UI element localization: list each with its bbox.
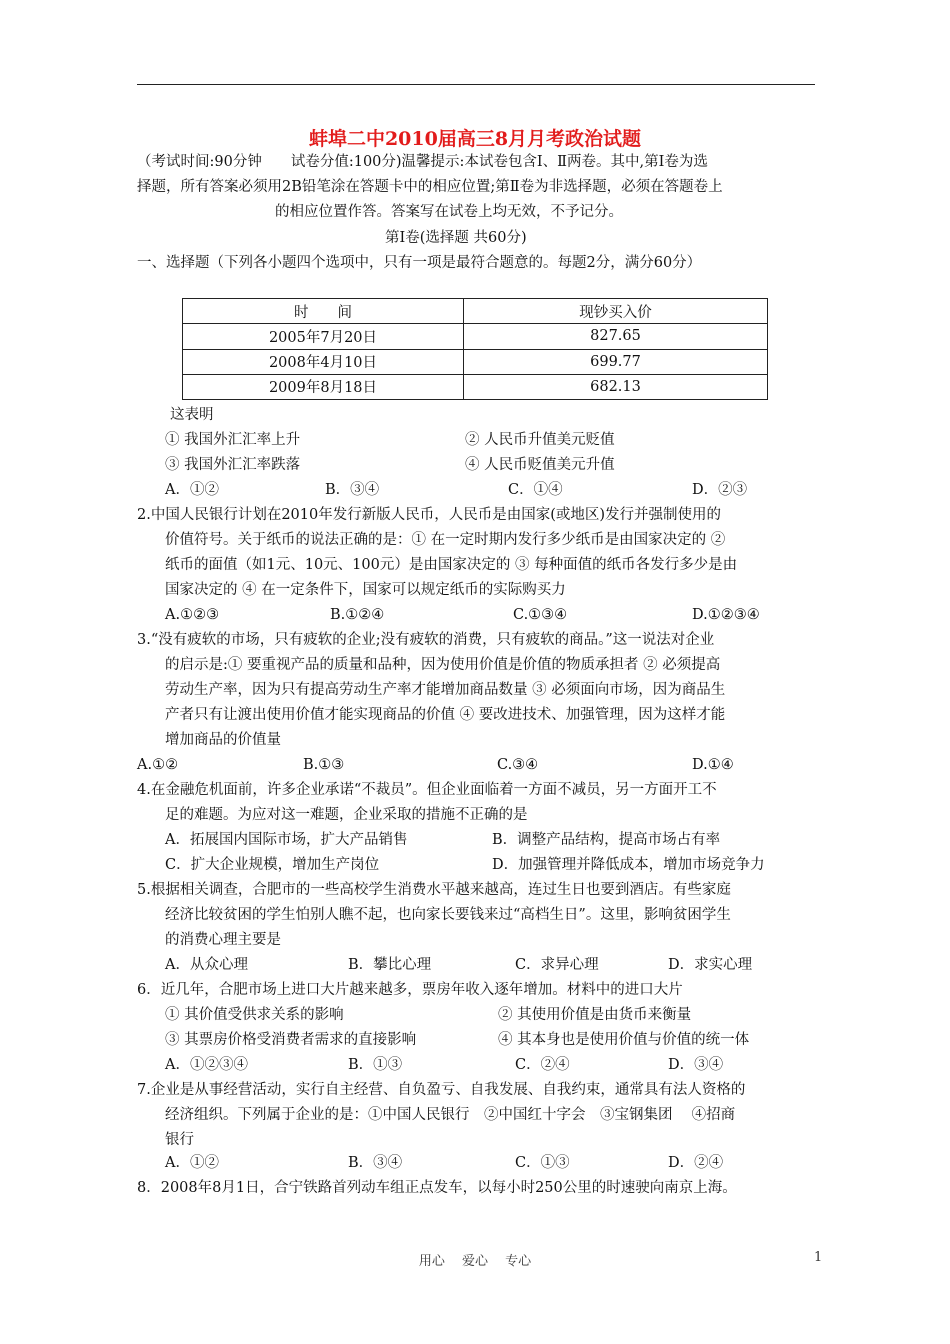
table-cell: 2005年7月20日: [183, 324, 464, 349]
q3-line: 产者只有让渡出使用价值才能实现商品的价值 ④ 要改进技术、加强管理，因为这样才能: [165, 707, 726, 723]
q2-option: D.①②③④: [692, 607, 760, 623]
q6-option: C．②④: [515, 1057, 570, 1073]
table-row: [183, 324, 768, 349]
table-header-cell: 时 间: [183, 299, 464, 324]
q4-option: A．拓展国内国际市场，扩大产品销售: [165, 832, 408, 848]
table-row: [183, 374, 768, 399]
q6-item: ① 其价值受供求关系的影响: [165, 1007, 344, 1023]
q3-line: 劳动生产率，因为只有提高劳动生产率才能增加商品数量 ③ 必须面向市场，因为商品生: [165, 682, 726, 698]
q2-line: 2.中国人民银行计划在2010年发行新版人民币，人民币是由国家(或地区)发行并强制使用的: [137, 507, 722, 523]
q5-line: 的消费心理主要是: [165, 932, 281, 948]
q1-stem: 这表明: [170, 407, 214, 423]
q1-option: A．①②: [165, 482, 219, 498]
page-title: 蚌埠二中2010届高三8月月考政治试题: [308, 128, 642, 150]
q3-option: D.①④: [692, 757, 734, 773]
q7-line: 经济组织。下列属于企业的是：①中国人民银行 ②中国红十字会 ③宝钢集团 ④招商: [165, 1107, 736, 1123]
q8-line: 8．2008年8月1日，合宁铁路首列动车组正点发车，以每小时250公里的时速驶向南京上海。: [137, 1180, 737, 1196]
q6-option: A．①②③④: [165, 1057, 248, 1073]
q4-line: 足的难题。为应对这一难题，企业采取的措施不正确的是: [165, 807, 528, 823]
table-header-cell: 现钞买入价: [464, 299, 768, 324]
q3-option: A.①②: [137, 757, 179, 773]
page-footer: 用心 爱心 专心: [418, 1254, 532, 1269]
q5-line: 5.根据相关调查，合肥市的一些高校学生消费水平越来越高，连过生日也要到酒店。有些家庭: [137, 882, 731, 898]
q5-option: C．求异心理: [515, 957, 599, 973]
q4-option: D．加强管理并降低成本，增加市场竞争力: [492, 857, 765, 873]
intro-line: 择题，所有答案必须用2B铅笔涂在答题卡中的相应位置;第Ⅱ卷为非选择题，必须在答题卷上: [137, 179, 723, 195]
q1-option: D．②③: [692, 482, 748, 498]
q7-option: B．③④: [348, 1155, 403, 1171]
table-cell: 2008年4月10日: [183, 349, 464, 374]
table-cell: 2009年8月18日: [183, 374, 464, 399]
table-row: [183, 349, 768, 374]
q3-option: C.③④: [497, 757, 539, 773]
q4-option: C．扩大企业规模，增加生产岗位: [165, 857, 380, 873]
q2-option: C.①③④: [513, 607, 568, 623]
q5-option: A．从众心理: [165, 957, 248, 973]
table-header-row: [183, 299, 768, 324]
q2-line: 价值符号。关于纸币的说法正确的是：① 在一定时期内发行多少纸币是由国家决定的 ②: [165, 532, 726, 548]
q4-line: 4.在金融危机面前，许多企业承诺“不裁员”。但企业面临着一方面不减员，另一方面开工不: [137, 782, 717, 798]
table-cell: 682.13: [464, 374, 768, 399]
q1-item: ① 我国外汇汇率上升: [165, 432, 301, 448]
q3-line: 3.“没有疲软的市场，只有疲软的企业;没有疲软的消费，只有疲软的商品。”这一说法对企业: [137, 632, 715, 648]
q2-option: B.①②④: [330, 607, 385, 623]
q1-option: C．①④: [508, 482, 563, 498]
q7-option: C．①③: [515, 1155, 570, 1171]
q1-item: ② 人民币升值美元贬值: [465, 432, 615, 448]
q6-item: ② 其使用价值是由货币来衡量: [498, 1007, 692, 1023]
part1-heading: 第Ⅰ卷(选择题 共60分): [385, 230, 527, 246]
header-rule: [137, 84, 815, 85]
section1-heading: 一、选择题（下列各小题四个选项中，只有一项是最符合题意的。每题2分，满分60分）: [137, 255, 702, 271]
q7-option: A．①②: [165, 1155, 219, 1171]
q5-option: B．攀比心理: [348, 957, 432, 973]
q4-option: B．调整产品结构，提高市场占有率: [492, 832, 721, 848]
q1-option: B．③④: [325, 482, 380, 498]
q6-option: D．③④: [668, 1057, 724, 1073]
q7-option: D．②④: [668, 1155, 724, 1171]
table-cell: 699.77: [464, 349, 768, 374]
q6-stem: 6．近几年，合肥市场上进口大片越来越多，票房年收入逐年增加。材料中的进口大片: [137, 982, 683, 998]
q2-line: 国家决定的 ④ 在一定条件下，国家可以规定纸币的实际购买力: [165, 582, 566, 598]
exchange-rate-table: [182, 298, 768, 400]
q1-item: ③ 我国外汇汇率跌落: [165, 457, 301, 473]
q3-line: 的启示是:① 要重视产品的质量和品种，因为使用价值是价值的物质承担者 ② 必须提高: [165, 657, 721, 673]
q7-line: 7.企业是从事经营活动，实行自主经营、自负盈亏、自我发展、自我约束，通常具有法人资格的: [137, 1082, 746, 1098]
page-number: 1: [814, 1250, 823, 1265]
q5-line: 经济比较贫困的学生怕别人瞧不起，也向家长要钱来过“高档生日”。这里，影响贫困学生: [165, 907, 731, 923]
q1-item: ④ 人民币贬值美元升值: [465, 457, 615, 473]
intro-line: 的相应位置作答。答案写在试卷上均无效，不予记分。: [275, 204, 623, 220]
intro-line: （考试时间:90分钟 试卷分值:100分)温馨提示:本试卷包含Ⅰ、Ⅱ两卷。其中,第Ⅰ卷为选: [137, 154, 708, 170]
q3-line: 增加商品的价值量: [165, 732, 281, 748]
q6-option: B．①③: [348, 1057, 403, 1073]
q7-line: 银行: [165, 1132, 194, 1148]
q2-option: A.①②③: [165, 607, 220, 623]
table-cell: 827.65: [464, 324, 768, 349]
q6-item: ④ 其本身也是使用价值与价值的统一体: [498, 1032, 750, 1048]
q6-item: ③ 其票房价格受消费者需求的直接影响: [165, 1032, 417, 1048]
q3-option: B.①③: [303, 757, 345, 773]
q5-option: D．求实心理: [668, 957, 753, 973]
q2-line: 纸币的面值（如1元、10元、100元）是由国家决定的 ③ 每种面值的纸币各发行多少是由: [165, 557, 738, 573]
